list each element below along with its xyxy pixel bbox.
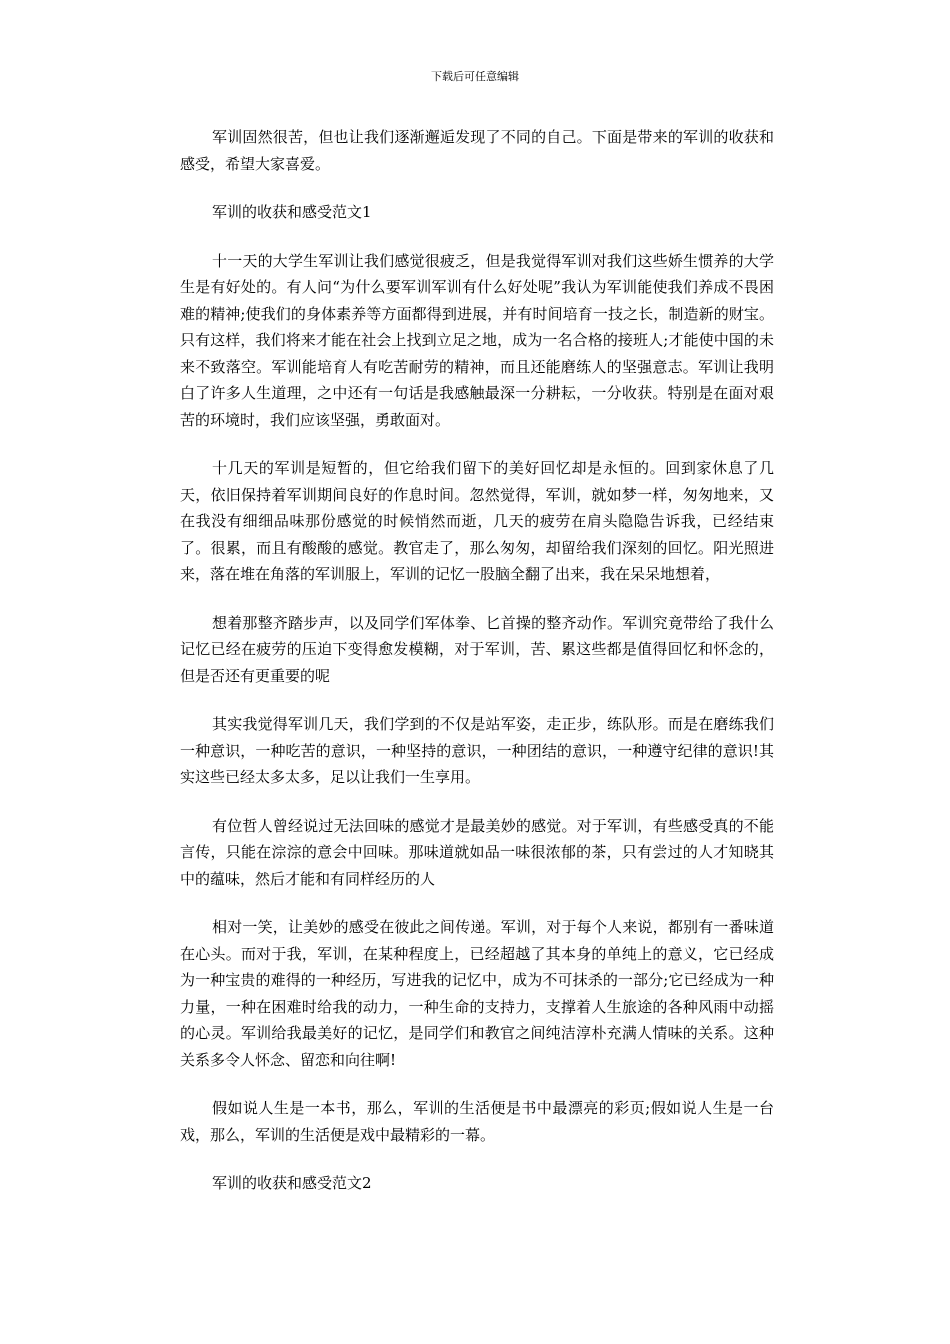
document-body [180,124,774,1219]
body-paragraph: 想着那整齐踏步声，以及同学们军体拳、匕首操的整齐动作。军训究竟带给了我什么记忆已经在疲劳的压迫下变得愈发模糊，对于军训，苦、累这些都是值得回忆和怀念的，但是否还有更重要的呢 [180,613,774,685]
body-paragraph: 十一天的大学生军训让我们感觉很疲乏，但是我觉得军训对我们这些娇生惯养的大学生是有好处的。有人问“为什么要军训军训有什么好处呢”我认为军训能使我们养成不畏困难的精神;使我们的身体素养等方面都得到进展，并有时间培育一技之长，制造新的财宝。只有这样，我们将来才能在社会上找到立足之地，成为一名合格的接班人;才能使中国的未来不致落空。军训能培育人有吃苦耐劳的精神，而且还能磨练人的坚强意志。军训让我明白了许多人生道理，之中还有一句话是我感触最深一分耕耘，一分收获。特别是在面对艰苦的环境时，我们应该坚强，勇敢面对。 [180,251,774,429]
intro-paragraph: 军训固然很苦，但也让我们逐渐邂逅发现了不同的自己。下面是带来的军训的收获和感受，希望大家喜爱。 [180,128,774,173]
body-paragraph: 其实我觉得军训几天，我们学到的不仅是站军姿，走正步，练队形。而是在磨练我们一种意识，一种吃苦的意识，一种坚持的意识，一种团结的意识，一种遵守纪律的意识!其实这些已经太多太多，足以让我们一生享用。 [180,715,774,786]
body-paragraph: 有位哲人曾经说过无法回味的感觉才是最美妙的感觉。对于军训，有些感受真的不能言传，只能在淙淙的意会中回味。那味道就如品一味很浓郁的茶，只有尝过的人才知晓其中的蕴味，然后才能和有同样经历的人 [180,816,774,888]
section-heading-2: 军训的收获和感受范文2 [212,1174,372,1192]
body-paragraph: 相对一笑，让美妙的感受在彼此之间传递。军训，对于每个人来说，都别有一番味道在心头。而对于我，军训，在某种程度上，已经超越了其本身的单纯上的意义，它已经成为一种宝贵的难得的一种经历，写进我的记忆中，成为不可抹杀的一部分;它已经成为一种力量，一种在困难时给我的动力，一种生命的支持力，支撑着人生旅途的各种风雨中动摇的心灵。军训给我最美好的记忆，是同学们和教官之间纯洁淳朴充满人情味的关系。这种关系多令人怀念、留恋和向往啊! [180,918,774,1069]
body-paragraph: 十几天的军训是短暂的，但它给我们留下的美好回忆却是永恒的。回到家休息了几天，依旧保持着军训期间良好的作息时间。忽然觉得，军训，就如梦一样，匆匆地来，又在我没有细细品味那份感觉的时候悄然而逝，几天的疲劳在肩头隐隐告诉我，已经结束了。很累，而且有酸酸的感觉。教官走了，那么匆匆，却留给我们深刻的回忆。阳光照进来，落在堆在角落的军训服上，军训的记忆一股脑全翻了出来，我在呆呆地想着， [180,459,774,583]
body-paragraph: 假如说人生是一本书，那么，军训的生活便是书中最漂亮的彩页;假如说人生是一台戏，那么，军训的生活便是戏中最精彩的一幕。 [180,1099,774,1144]
section-heading-1: 军训的收获和感受范文1 [212,203,372,221]
page-header: 下载后可任意编辑 [431,70,519,83]
